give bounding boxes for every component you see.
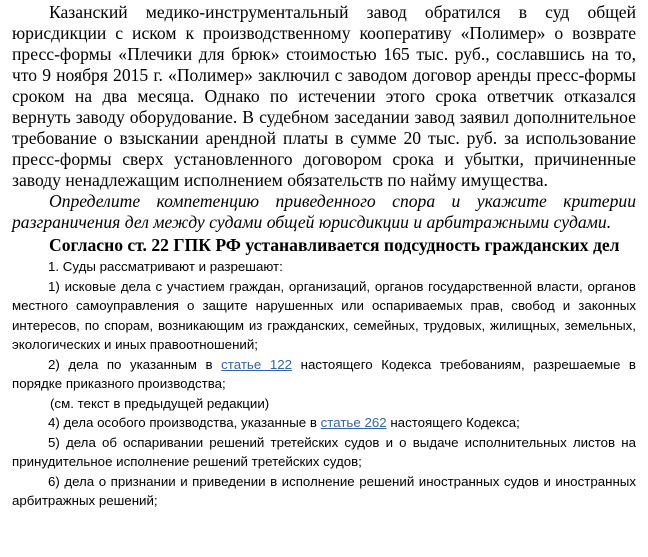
article-262-link[interactable]: статье 262 xyxy=(320,415,387,430)
task-paragraph: Определите компетенцию приведенного спора и укажите критерии разграничения дел между судами общей юрисдикции и арбитражными судами. xyxy=(12,191,636,232)
law-item-5: 5) дела об оспаривании решений третейских судов и о выдаче исполнительных листов на принудительное исполнение решений третейских судов; xyxy=(12,434,636,469)
law-item-intro: 1. Суды рассматривают и разрешают: xyxy=(48,259,283,274)
law-item-2-after: настоящего Кодекса требованиям, разрешаемые в порядке приказного производства; xyxy=(12,356,636,391)
law-item-1: 1) исковые дела с участием граждан, организаций, органов государственной власти, органов местного самоуправления о защите нарушенных или оспариваемых прав, свобод и законных интересов, по спорам, возникающим из гражданских, семейных, трудовых, жилищных, земельных, экологических и иных правоотношений; xyxy=(12,278,636,352)
law-item-4 xyxy=(12,413,636,433)
law-item-4-after: настоящего Кодекса; xyxy=(386,415,520,430)
article-122-link[interactable]: статье 122 xyxy=(221,356,293,372)
law-item-2-before: 2) дела по указанным в xyxy=(48,356,222,372)
case-paragraph: Казанский медико-инструментальный завод обратился в суд общей юрисдикции с иском к производственному кооперативу «Полимер» о возврате пресс-формы «Плечики для брюк» стоимостью 165 тыс. руб., сославшись на то, что 9 ноября 2015 г. «Полимер» заключил с заводом договор аренды пресс-формы сроком на два месяца. Однако по истечении этого срока ответчик отказался вернуть заводу оборудование. В судебном заседании завод заявил дополнительное требование о взыскании арендной платы в сумме 20 тыс. руб. за использование пресс-формы сверх установленного договором срока и убытки, причиненные заводу ненадлежащим исполнением обязательств по найму имущества. xyxy=(12,2,636,190)
law-item-4-before: 4) дела особого производства, указанные в xyxy=(48,415,321,430)
law-excerpt xyxy=(12,257,636,511)
law-item-6: 6) дела о признании и приведении в исполнение решений иностранных судов и иностранных арбитражных решений; xyxy=(12,473,636,508)
section-heading: Согласно ст. 22 ГПК РФ устанавливается подсудность гражданских дел xyxy=(49,235,620,255)
previous-edition-note: (см. текст в предыдущей редакции) xyxy=(50,395,270,411)
law-item-2 xyxy=(12,355,636,394)
